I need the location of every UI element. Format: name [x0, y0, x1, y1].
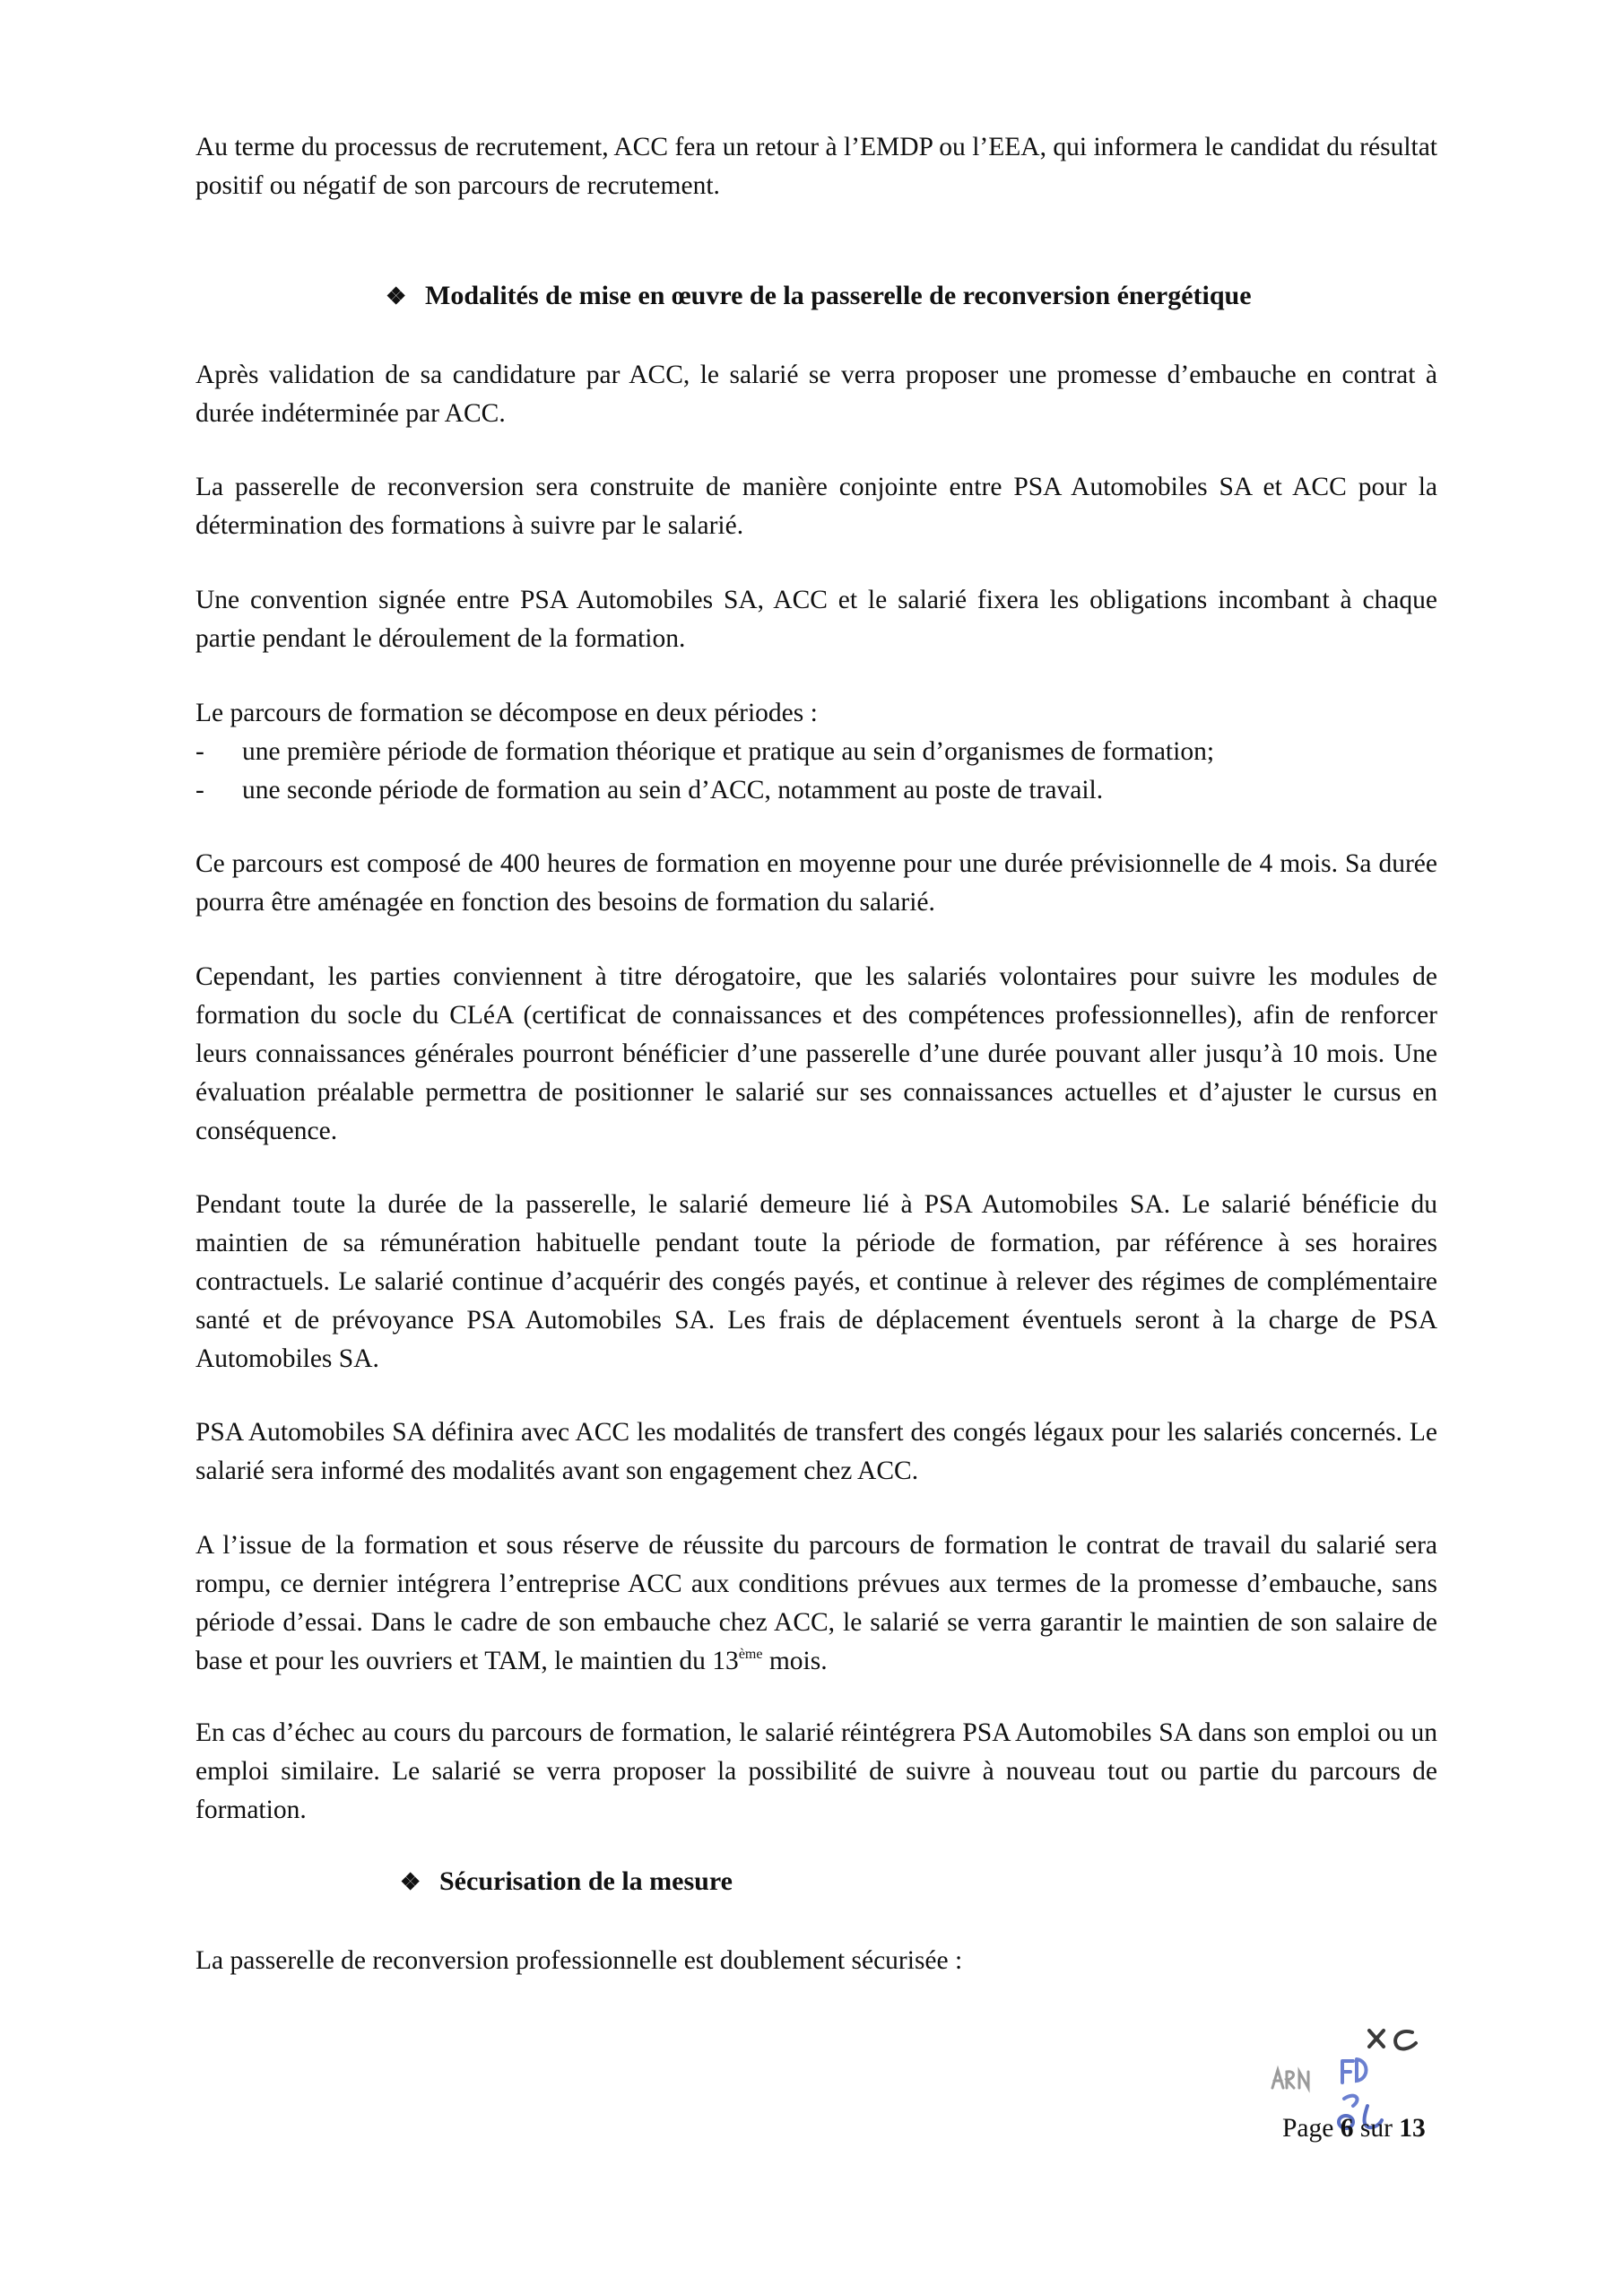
- paragraph-duree-parcours: Ce parcours est composé de 400 heures de formation en moyenne pour une durée prévisionnelle de 4 mois. Sa durée pourra être aménagée en fonction des besoins de formation du salarié.: [195, 849, 1437, 917]
- paragraph-recruitment-feedback: Au terme du processus de recrutement, ACC fera un retour à l’EMDP ou l’EEA, qui informera le candidat du résultat positif ou négatif de son parcours de recrutement.: [195, 133, 1437, 200]
- list-item-text: une première période de formation théorique et pratique au sein d’organismes de formation;: [242, 737, 1215, 766]
- list-item: [195, 733, 1437, 771]
- paragraph-clea: Cependant, les parties conviennent à titre dérogatoire, que les salariés volontaires pour suivre les modules de formation du socle du CLéA (certificat de connaissances et des compétences professionnelles), afin de renforcer leurs connaissances générales pourront bénéficier d’une passerelle d’une durée pouvant aller jusqu’à 10 mois. Une évaluation préalable permettra de positionner le salarié sur ses connaissances actuelles et d’ajuster le cursus en conséquence.: [195, 962, 1437, 1145]
- diamond-bullet-icon: ❖: [400, 1869, 421, 1895]
- paragraph-double-securisation: La passerelle de reconversion professionnelle est doublement sécurisée :: [195, 1946, 963, 1975]
- paragraph-remuneration: Pendant toute la durée de la passerelle, le salarié demeure lié à PSA Automobiles SA. Le salarié bénéficie du maintien de sa rémunération habituelle pendant toute la période de formation, par référence à ses horaires contractuels. Le salarié continue d’acquérir des congés payés, et continue à relever des régimes de complémentaire santé et de prévoyance PSA Automobiles SA. Les frais de déplacement éventuels seront à la charge de PSA Automobiles SA.: [195, 1190, 1437, 1373]
- page-word: Page: [1282, 2114, 1334, 2143]
- page-footer: [1282, 2109, 1426, 2148]
- list-item-text: une seconde période de formation au sein d’ACC, notamment au poste de travail.: [242, 776, 1104, 804]
- section-heading-securisation-text: Sécurisation de la mesure: [439, 1866, 733, 1896]
- paragraph-promesse-embauche: Après validation de sa candidature par ACC, le salarié se verra proposer une promesse d’embauche en contrat à durée indéterminée par ACC.: [195, 361, 1437, 428]
- paragraph-issue-formation-end: mois.: [762, 1647, 828, 1675]
- dash-bullet-icon: -: [195, 737, 204, 766]
- paragraph-conges: PSA Automobiles SA définira avec ACC les modalités de transfert des congés légaux pour les salariés concernés. Le salarié sera informé des modalités avant son engagement chez ACC.: [195, 1418, 1437, 1485]
- paragraph-issue-formation-main: A l’issue de la formation et sous réserve de réussite du parcours de formation le contrat de travail du salarié sera rompu, ce dernier intégrera l’entreprise ACC aux conditions prévues aux termes de la promesse d’embauche, sans période d’essai. Dans le cadre de son embauche chez ACC, le salarié se verra garantir le maintien de son salaire de base et pour les ouvriers et TAM, le maintien du 13: [195, 1531, 1437, 1675]
- list-item: [195, 771, 1437, 810]
- superscript-ordinal: ème: [738, 1647, 763, 1662]
- total-page-count: 13: [1399, 2114, 1426, 2143]
- dash-bullet-icon: -: [195, 776, 204, 804]
- section-heading-modalites-text: Modalités de mise en œuvre de la passerelle de reconversion énergétique: [425, 281, 1252, 310]
- of-word: sur: [1359, 2114, 1393, 2143]
- paragraph-passerelle-construction: La passerelle de reconversion sera construite de manière conjointe entre PSA Automobiles SA et ACC pour la détermination des formations à suivre par le salarié.: [195, 473, 1437, 540]
- current-page-number: 6: [1340, 2114, 1354, 2143]
- section-heading-securisation: [400, 1862, 733, 1901]
- section-heading-modalites: [386, 276, 1252, 316]
- paragraph-echec: En cas d’échec au cours du parcours de formation, le salarié réintégrera PSA Automobiles SA dans son emploi ou un emploi similaire. Le salarié se verra proposer la possibilité de suivre à nouveau tout ou partie du parcours de formation.: [195, 1718, 1437, 1824]
- paragraph-parcours-intro: Le parcours de formation se décompose en deux périodes :: [195, 699, 818, 727]
- paragraph-convention: Une convention signée entre PSA Automobiles SA, ACC et le salarié fixera les obligations incombant à chaque partie pendant le déroulement de la formation.: [195, 586, 1437, 653]
- paragraph-issue-formation: [195, 1526, 1437, 1681]
- diamond-bullet-icon: ❖: [386, 283, 407, 309]
